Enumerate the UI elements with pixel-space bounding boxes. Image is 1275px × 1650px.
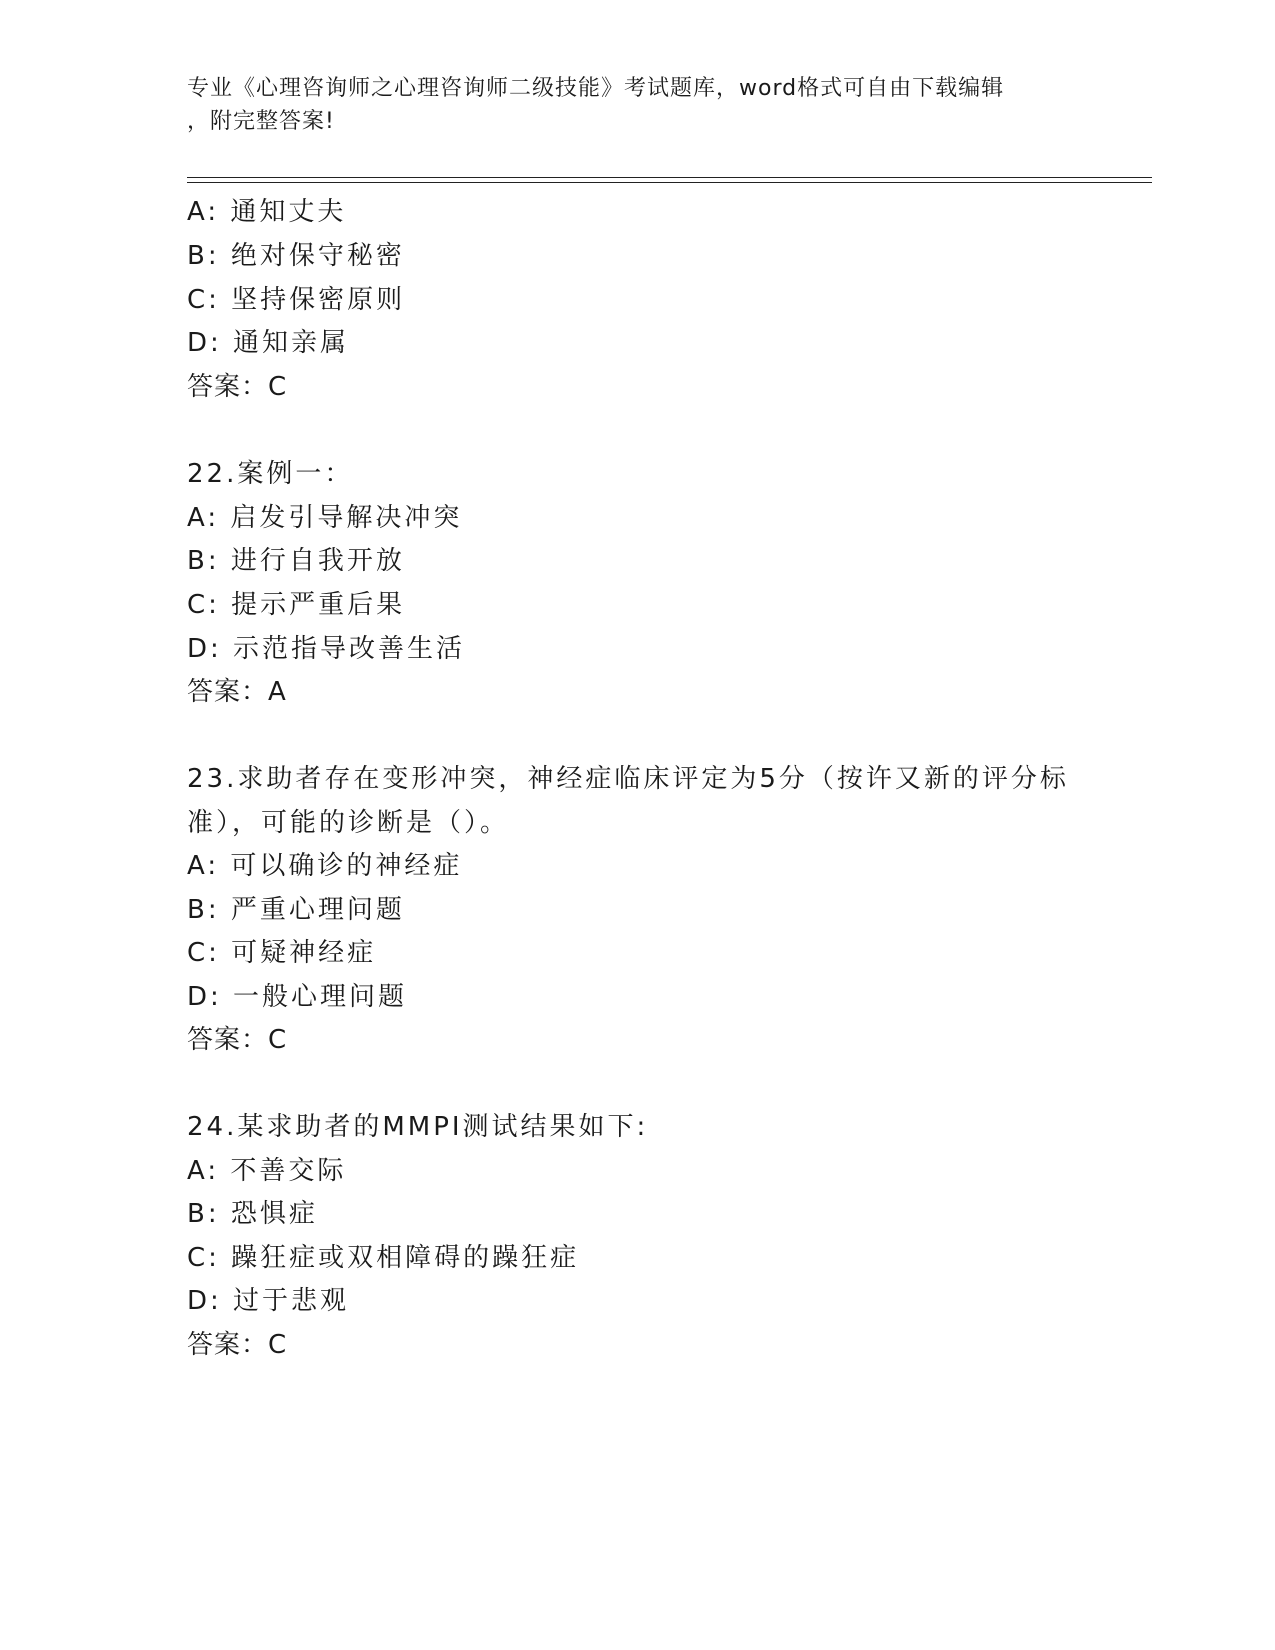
header-divider-top: [187, 177, 1152, 178]
q23-answer: 答案：C: [187, 1025, 288, 1055]
header-divider-bottom: [187, 182, 1152, 183]
q23-option-b: B: 严重心理问题: [187, 895, 405, 925]
header-line-1: 专业《心理咨询师之心理咨询师二级技能》考试题库，word格式可自由下载编辑: [187, 76, 1005, 101]
q24-option-c: C: 躁狂症或双相障碍的躁狂症: [187, 1243, 580, 1273]
q22-option-d: D: 示范指导改善生活: [187, 634, 466, 664]
q21-option-a: A: 通知丈夫: [187, 197, 347, 227]
q24-option-a: A: 不善交际: [187, 1156, 347, 1186]
q23-option-c: C: 可疑神经症: [187, 938, 377, 968]
q21-option-d: D: 通知亲属: [187, 328, 350, 358]
q22-option-a: A: 启发引导解决冲突: [187, 503, 463, 533]
q23-option-a: A: 可以确诊的神经症: [187, 851, 463, 881]
document-header: [187, 72, 1087, 138]
q24-option-b: B: 恐惧症: [187, 1199, 318, 1229]
q24-stem: 24.某求助者的MMPI测试结果如下:: [187, 1112, 649, 1142]
q23-stem-line-1: 23.求助者存在变形冲突，神经症临床评定为5分（按许又新的评分标: [187, 764, 1069, 794]
header-line-2: ，附完整答案!: [187, 109, 335, 134]
q22-option-c: C: 提示严重后果: [187, 590, 406, 620]
q24-option-d: D: 过于悲观: [187, 1286, 350, 1316]
q22-stem: 22.案例一：: [187, 459, 354, 489]
q22-answer: 答案：A: [187, 677, 287, 707]
q22-option-b: B: 进行自我开放: [187, 546, 405, 576]
q21-option-b: B: 绝对保守秘密: [187, 241, 405, 271]
q23-stem-line-2: 准），可能的诊断是（）。: [187, 808, 510, 838]
q21-option-c: C: 坚持保密原则: [187, 285, 406, 315]
q21-answer: 答案：C: [187, 372, 288, 402]
q23-option-d: D: 一般心理问题: [187, 982, 408, 1012]
q24-answer: 答案：C: [187, 1330, 288, 1360]
